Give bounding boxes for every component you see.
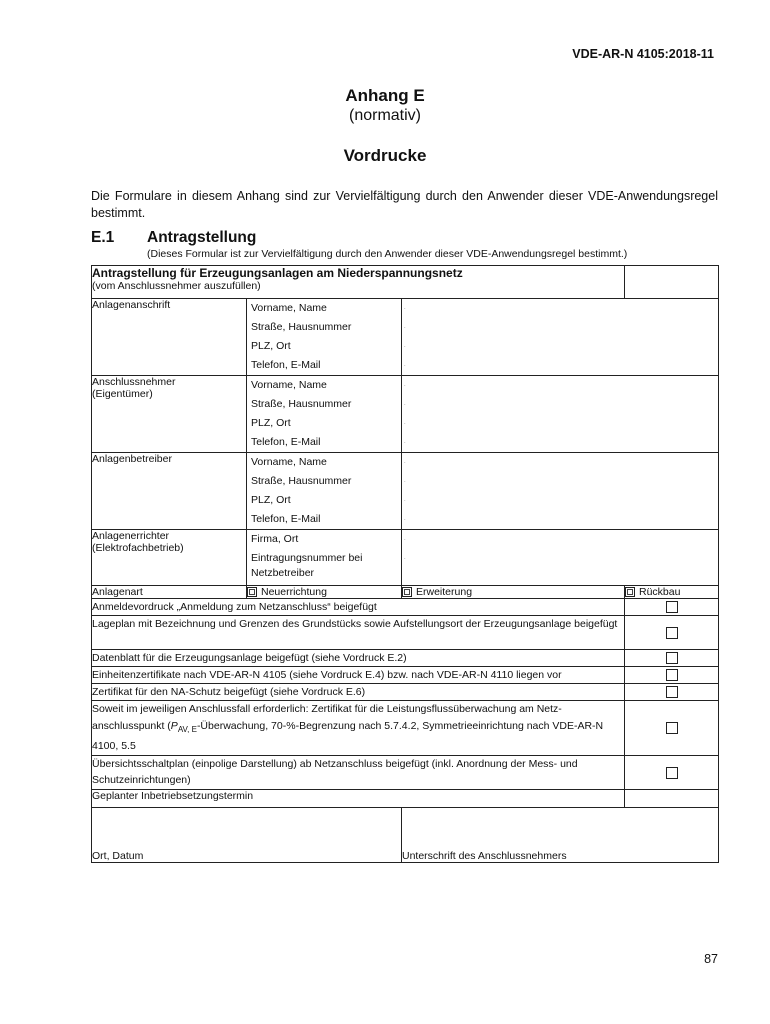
document-code: VDE-AR-N 4105:2018-11 xyxy=(572,47,714,61)
intro-paragraph: Die Formulare in diesem Anhang sind zur Vervielfältigung durch den Anwender dieser VDE-Anwendungsregel bestimmt. xyxy=(91,189,718,220)
overview-row xyxy=(92,756,719,790)
field-label: Telefon, E-Mail xyxy=(251,359,321,371)
attachment-text: Lageplan mit Bezeichnung und Grenzen des Grundstücks sowie Aufstellungsort der Erzeugungsanlage beigefügt xyxy=(92,616,625,650)
attachment-row xyxy=(92,650,719,667)
section-note: (Dieses Formular ist zur Vervielfältigung durch den Anwender dieser VDE-Anwendungsregel bestimmt.) xyxy=(147,248,628,260)
field-input[interactable]: . xyxy=(404,401,406,407)
field-labels xyxy=(247,376,402,453)
field-input[interactable]: . xyxy=(404,343,406,349)
checkbox-icon[interactable] xyxy=(666,652,678,664)
annex-subtitle: (normativ) xyxy=(348,107,421,124)
checkbox-icon[interactable] xyxy=(247,587,257,597)
attachment-row xyxy=(92,667,719,684)
commissioning-label: Geplanter Inbetriebsetzungstermin xyxy=(92,790,625,808)
signature-field[interactable] xyxy=(402,808,719,863)
field-label: PLZ, Ort xyxy=(251,494,291,506)
attachment-checkbox-cell[interactable] xyxy=(625,684,719,701)
option-label: Rückbau xyxy=(639,586,681,598)
checkbox-icon[interactable] xyxy=(666,686,678,698)
page-number: 87 xyxy=(704,952,718,966)
field-label: Vorname, Name xyxy=(251,302,327,314)
attachment-checkbox-cell[interactable] xyxy=(625,599,719,616)
option-label: Neuerrichtung xyxy=(261,586,327,598)
attachment-checkbox-cell[interactable] xyxy=(625,616,719,650)
commissioning-input[interactable] xyxy=(625,790,719,808)
form-subtitle: (vom Anschlussnehmer auszufüllen) xyxy=(92,280,261,292)
field-input[interactable]: . xyxy=(404,305,406,311)
attachment-text: Zertifikat für den NA-Schutz beigefügt (siehe Vordruck E.6) xyxy=(92,684,625,701)
field-label: PLZ, Ort xyxy=(251,340,291,352)
field-inputs[interactable] xyxy=(402,376,719,453)
checkbox-icon[interactable] xyxy=(402,587,412,597)
field-input[interactable]: . xyxy=(404,555,406,561)
attachment-text: Übersichtsschaltplan (einpolige Darstellung) ab Netzanschluss beigefügt (inkl. Anordnung der Mess- und Schutzeinrichtungen) xyxy=(92,756,625,790)
field-labels xyxy=(247,530,402,586)
field-labels xyxy=(247,299,402,376)
commissioning-row xyxy=(92,790,719,808)
field-input[interactable]: . xyxy=(404,439,406,445)
plant-type-option[interactable] xyxy=(247,586,402,599)
field-input[interactable]: . xyxy=(404,382,406,388)
field-label: PLZ, Ort xyxy=(251,417,291,429)
signature-label: Unterschrift des Anschlussnehmers xyxy=(402,850,567,863)
field-input[interactable]: . xyxy=(404,362,406,368)
plant-type-label: Anlagenart xyxy=(92,586,247,599)
power-subscript: AV, E xyxy=(177,725,197,735)
group-label: Anlagenanschrift xyxy=(92,299,247,376)
field-label: Vorname, Name xyxy=(251,379,327,391)
attachment-text: Einheitenzertifikate nach VDE-AR-N 4105 (siehe Vordruck E.4) bzw. nach VDE-AR-N 4110 liegen vor xyxy=(92,667,625,684)
attachment-checkbox-cell[interactable] xyxy=(625,650,719,667)
signature-row xyxy=(92,808,719,863)
attachment-checkbox-cell[interactable] xyxy=(625,667,719,684)
address-group-row xyxy=(92,453,719,530)
place-date-label: Ort, Datum xyxy=(92,850,144,863)
attachment-checkbox-cell[interactable] xyxy=(625,756,719,790)
checkbox-icon[interactable] xyxy=(666,601,678,613)
field-input[interactable]: . xyxy=(404,536,406,542)
power-flow-text-a: Soweit im jeweiligen Anschlussfall erforderlich: Zertifikat für die Leistungsflussüberwachung am Netzanschlusspunkt ( xyxy=(92,703,562,732)
forms-heading: Vordrucke xyxy=(343,146,427,165)
field-input[interactable]: . xyxy=(404,420,406,426)
form-title: Antragstellung für Erzeugungsanlagen am Niederspannungsnetz xyxy=(92,266,463,280)
attachment-row xyxy=(92,684,719,701)
section-title: Antragstellung xyxy=(147,229,257,246)
attachment-text: Datenblatt für die Erzeugungsanlage beigefügt (siehe Vordruck E.2) xyxy=(92,650,625,667)
address-group-row xyxy=(92,299,719,376)
place-date-field[interactable] xyxy=(92,808,402,863)
field-label: Telefon, E-Mail xyxy=(251,513,321,525)
group-label: Anschlussnehmer (Eigentümer) xyxy=(92,376,247,453)
section-number: E.1 xyxy=(91,229,115,246)
group-label: Anlagenerrichter (Elektrofachbetrieb) xyxy=(92,530,247,586)
field-label: Straße, Hausnummer xyxy=(251,321,352,333)
application-form xyxy=(91,265,719,863)
checkbox-icon[interactable] xyxy=(666,722,678,734)
field-input[interactable]: . xyxy=(404,497,406,503)
plant-type-option[interactable] xyxy=(625,586,719,599)
checkbox-icon[interactable] xyxy=(666,669,678,681)
address-group-row xyxy=(92,530,719,586)
field-inputs[interactable] xyxy=(402,530,719,586)
form-header-row xyxy=(92,266,719,299)
address-group-row xyxy=(92,376,719,453)
checkbox-icon[interactable] xyxy=(666,767,678,779)
field-label: Vorname, Name xyxy=(251,456,327,468)
power-symbol: P xyxy=(170,720,178,732)
field-inputs[interactable] xyxy=(402,299,719,376)
field-inputs[interactable] xyxy=(402,453,719,530)
power-flow-text xyxy=(92,701,625,756)
field-label: Telefon, E-Mail xyxy=(251,436,321,448)
field-input[interactable]: . xyxy=(404,516,406,522)
attachment-checkbox-cell[interactable] xyxy=(625,701,719,756)
field-input[interactable]: . xyxy=(404,459,406,465)
annex-title: Anhang E xyxy=(345,86,425,105)
checkbox-icon[interactable] xyxy=(625,587,635,597)
field-label: Straße, Hausnummer xyxy=(251,475,352,487)
attachment-row xyxy=(92,599,719,616)
power-flow-row xyxy=(92,701,719,756)
group-label: Anlagenbetreiber xyxy=(92,453,247,530)
plant-type-option[interactable] xyxy=(402,586,625,599)
field-labels xyxy=(247,453,402,530)
checkbox-icon[interactable] xyxy=(666,627,678,639)
form-header-empty-cell xyxy=(625,266,719,299)
power-flow-text-b: -Überwachung, 70-%-Begrenzung nach 5.7.4.2, Symmetrieeinrichtung nach VDE-AR-N 4100, 5.5 xyxy=(92,720,604,753)
field-label: Straße, Hausnummer xyxy=(251,398,352,410)
attachment-text: Anmeldevordruck „Anmeldung zum Netzanschluss“ beigefügt xyxy=(92,599,625,616)
field-label: Firma, Ort xyxy=(251,533,299,545)
option-label: Erweiterung xyxy=(416,586,473,598)
attachment-row xyxy=(92,616,719,650)
plant-type-row xyxy=(92,586,719,599)
field-input[interactable]: . xyxy=(404,478,406,484)
field-input[interactable]: . xyxy=(404,324,406,330)
field-label: Eintragungsnummer bei Netzbetreiber xyxy=(251,552,363,579)
